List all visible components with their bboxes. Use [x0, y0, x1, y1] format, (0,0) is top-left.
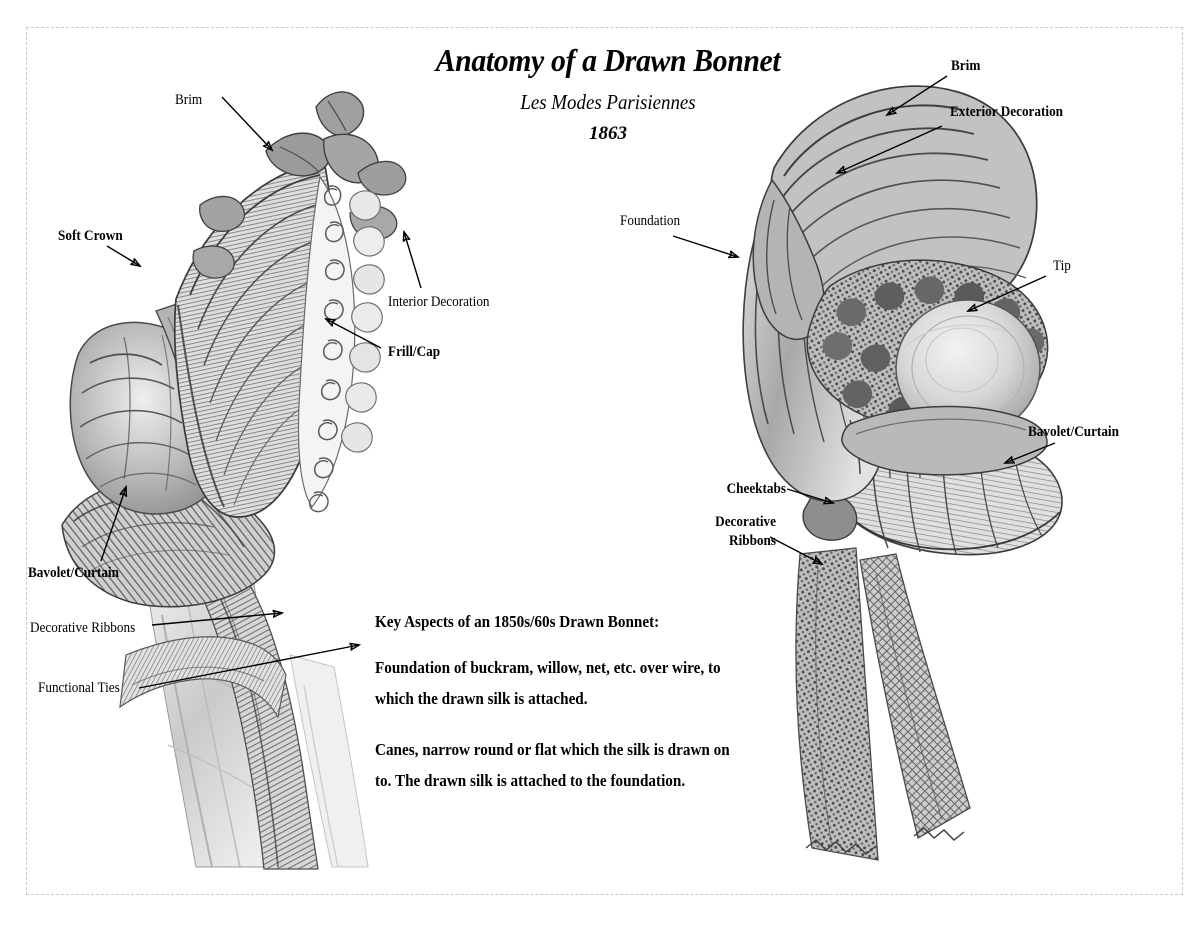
key-aspects-paragraph-2: Canes, narrow round or flat which the silk is drawn on to. The drawn silk is attached to the foundation. — [375, 740, 730, 790]
label-right-bavolet-curtain: Bavolet/Curtain — [1028, 424, 1119, 440]
label-left-functional-ties: Functional Ties — [38, 680, 120, 696]
label-right-decorative-ribbons — [709, 513, 776, 551]
page-subtitle: Les Modes Parisiennes — [520, 90, 696, 114]
label-left-bavolet-curtain: Bavolet/Curtain — [28, 565, 119, 581]
key-aspects-heading: Key Aspects of an 1850s/60s Drawn Bonnet: — [375, 612, 660, 631]
label-left-decorative-ribbons: Decorative Ribbons — [30, 620, 136, 636]
label-right-foundation: Foundation — [620, 213, 681, 229]
page-title: Anatomy of a Drawn Bonnet — [435, 42, 781, 78]
page-date: 1863 — [589, 123, 627, 144]
right-bonnet-illustration — [700, 48, 1100, 898]
label-left-soft-crown: Soft Crown — [58, 228, 123, 244]
label-left-frill-cap: Frill/Cap — [388, 344, 441, 360]
right-ribbon-streamers — [796, 548, 970, 860]
label-left-interior-decoration: Interior Decoration — [388, 294, 490, 310]
label-right-brim: Brim — [951, 58, 981, 74]
label-right-exterior-decoration: Exterior Decoration — [950, 104, 1064, 120]
label-right-decorative-ribbons-line2: Ribbons — [729, 533, 776, 549]
key-aspects-paragraph-1: Foundation of buckram, willow, net, etc. over wire, to which the drawn silk is attached. — [375, 658, 721, 708]
label-right-tip: Tip — [1053, 258, 1071, 274]
key-aspects-block — [375, 612, 747, 816]
left-bonnet-illustration — [28, 55, 408, 895]
label-right-decorative-ribbons-line1: Decorative — [715, 514, 776, 530]
right-crown-band — [842, 407, 1047, 475]
label-right-cheektabs: Cheektabs — [726, 481, 786, 497]
label-left-brim: Brim — [175, 92, 203, 108]
